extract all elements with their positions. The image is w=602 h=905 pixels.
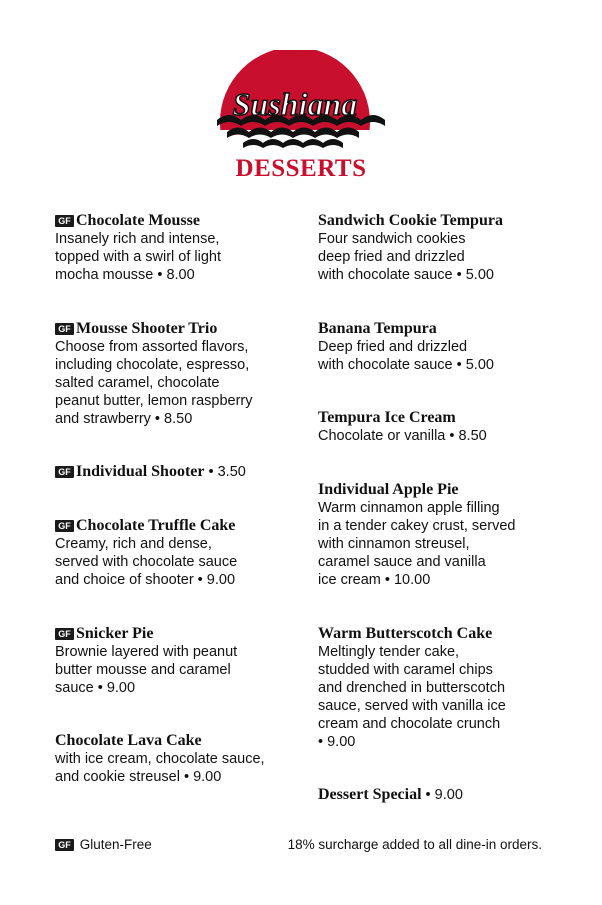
item-price: • 9.00: [421, 787, 463, 803]
item-name: Tempura Ice Cream: [318, 409, 456, 426]
gf-badge: GF: [55, 520, 74, 532]
menu-item: [55, 320, 305, 428]
item-name: Chocolate Lava Cake: [55, 732, 202, 749]
item-price: • 3.50: [204, 464, 246, 480]
item-name: Snicker Pie: [76, 625, 154, 642]
item-desc: Creamy, rich and dense, served with chocolate sauce and choice of shooter • 9.00: [55, 536, 238, 588]
item-desc: Choose from assorted flavors, including chocolate, espresso, salted caramel, chocolate peanut butter, lemon raspberry and strawberry • 8.50: [55, 339, 253, 427]
item-desc: Warm cinnamon apple filling in a tender cakey crust, served with cinnamon streusel, caramel sauce and vanilla ice cream • 10.00: [318, 500, 516, 588]
menu-item: [318, 625, 568, 751]
item-name: Individual Shooter: [76, 463, 205, 480]
item-name: Banana Tempura: [318, 320, 437, 337]
gf-badge: GF: [55, 323, 74, 335]
item-name: Chocolate Truffle Cake: [76, 517, 236, 534]
surcharge-note: 18% surcharge added to all dine-in orders.: [287, 837, 542, 852]
gf-legend-label: Gluten-Free: [79, 837, 152, 852]
menu-item: [55, 732, 305, 786]
item-name: Chocolate Mousse: [76, 212, 200, 229]
item-desc: Insanely rich and intense, topped with a swirl of light mocha mousse • 8.00: [55, 231, 222, 283]
menu-item: [55, 517, 305, 589]
sushiana-logo: [205, 50, 385, 160]
menu-item: [318, 320, 568, 374]
brand-name: Sushiana: [232, 86, 358, 122]
item-desc: Meltingly tender cake, studded with caramel chips and drenched in butterscotch sauce, served with vanilla ice cream and chocolate crunch • 9.00: [318, 644, 506, 750]
item-name: Sandwich Cookie Tempura: [318, 212, 503, 229]
item-name: Individual Apple Pie: [318, 481, 459, 498]
gf-badge: GF: [55, 628, 74, 640]
item-desc: Chocolate or vanilla • 8.50: [318, 428, 487, 444]
menu-item: [318, 409, 568, 445]
item-desc: Four sandwich cookies deep fried and drizzled with chocolate sauce • 5.00: [318, 231, 494, 283]
menu-item: [55, 625, 305, 697]
item-name: Mousse Shooter Trio: [76, 320, 218, 337]
item-desc: with ice cream, chocolate sauce, and cookie streusel • 9.00: [55, 751, 265, 785]
gf-badge: GF: [55, 466, 74, 478]
item-name: Dessert Special: [318, 786, 422, 803]
menu-item: [55, 463, 305, 481]
menu-item: [318, 481, 568, 589]
gluten-free-legend: [55, 837, 152, 852]
item-name: Warm Butterscotch Cake: [318, 625, 493, 642]
item-desc: Deep fried and drizzled with chocolate sauce • 5.00: [318, 339, 494, 373]
section-title: DESSERTS: [235, 155, 367, 182]
menu-item: [318, 212, 568, 284]
menu-item: [318, 786, 568, 804]
gf-badge: GF: [55, 839, 74, 851]
menu-item: [55, 212, 305, 284]
item-desc: Brownie layered with peanut butter mousse and caramel sauce • 9.00: [55, 644, 238, 696]
gf-badge: GF: [55, 215, 74, 227]
